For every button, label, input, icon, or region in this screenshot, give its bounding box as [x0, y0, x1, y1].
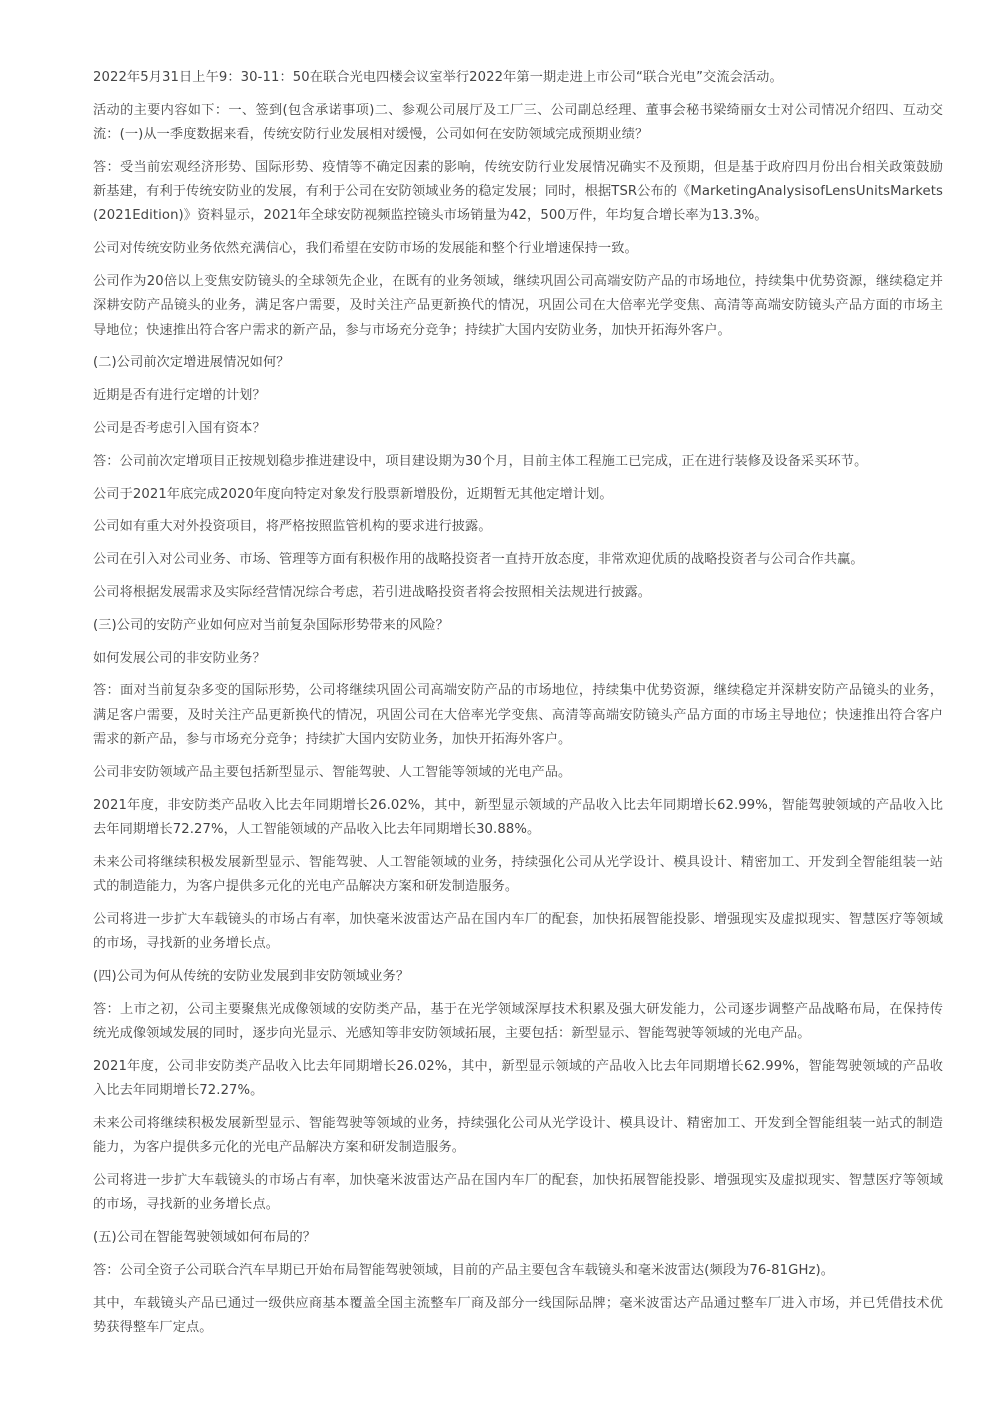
- paragraph: 公司将根据发展需求及实际经营情况综合考虑，若引进战略投资者将会按照相关法规进行披露。: [93, 585, 652, 601]
- document-body: [93, 66, 943, 1349]
- paragraph-answer-3: 答：面对当前复杂多变的国际形势，公司将继续巩固公司高端安防产品的市场地位，持续集中优势资源，继续稳定并深耕安防产品镜头的业务，满足客户需要，及时关注产品更新换代的情况，巩固公司在大倍率光学变焦、高清等高端安防镜头产品方面的市场主导地位；快速推出符合客户需求的新产品，参与市场充分竞争；持续扩大国内安防业务，加快开拓海外客户。: [93, 683, 943, 748]
- paragraph-answer-5: 答：公司全资子公司联合汽车早期已开始布局智能驾驶领域，目前的产品主要包含车载镜头和毫米波雷达(频段为76-81GHz)。: [93, 1262, 835, 1278]
- paragraph: 公司作为20倍以上变焦安防镜头的全球领先企业，在既有的业务领域，继续巩固公司高端安防产品的市场地位，持续集中优势资源，继续稳定并深耕安防产品镜头的业务，满足客户需要，及时关注产品更新换代的情况，巩固公司在大倍率光学变焦、高清等高端安防镜头产品方面的市场主导地位；快速推出符合客户需求的新产品，参与市场充分竞争；持续扩大国内安防业务，加快开拓海外客户。: [93, 274, 943, 338]
- question-heading-5: (五)公司在智能驾驶领域如何布局的？: [93, 1230, 317, 1246]
- paragraph-answer-1: 答：受当前宏观经济形势、国际形势、疫情等不确定因素的影响，传统安防行业发展情况确实不及预期，但是基于政府四月份出台相关政策鼓励新基建，有利于传统安防业的发展，有利于公司在安防领域业务的稳定发展；同时，根据TSR公布的《MarketingAnalysisofLensUnitsMarkets(2021Edition)》资料显示，2021年全球安防视频监控镜头市场销量为42，500万件，年均复合增长率为13.3%。: [93, 159, 943, 224]
- paragraph: 公司将进一步扩大车载镜头的市场占有率，加快毫米波雷达产品在国内车厂的配套，加快拓展智能投影、增强现实及虚拟现实、智慧医疗等领域的市场，寻找新的业务增长点。: [93, 1172, 943, 1213]
- paragraph: 2021年度，公司非安防类产品收入比去年同期增长26.02%，其中，新型显示领域的产品收入比去年同期增长62.99%，智能驾驶领域的产品收入比去年同期增长72.27%。: [93, 1058, 943, 1099]
- paragraph: 公司非安防领域产品主要包括新型显示、智能驾驶、人工智能等领域的光电产品。: [93, 764, 572, 780]
- paragraph-event-intro: 2022年5月31日上午9：30-11：50在联合光电四楼会议室举行2022年第一期走进上市公司“联合光电”交流会活动。: [93, 70, 783, 85]
- paragraph: 公司如有重大对外投资项目，将严格按照监管机构的要求进行披露。: [93, 519, 492, 535]
- paragraph: 公司对传统安防业务依然充满信心，我们希望在安防市场的发展能和整个行业增速保持一致。: [93, 241, 638, 257]
- paragraph: 2021年度，非安防类产品收入比去年同期增长26.02%，其中，新型显示领域的产品收入比去年同期增长62.99%，智能驾驶领域的产品收入比去年同期增长72.27%，人工智能领域的产品收入比去年同期增长30.88%。: [93, 797, 943, 837]
- paragraph: 公司是否考虑引入国有资本？: [93, 421, 266, 437]
- paragraph: 公司于2021年底完成2020年度向特定对象发行股票新增股份，近期暂无其他定增计划。: [93, 486, 613, 502]
- question-heading-2: (二)公司前次定增进展情况如何？: [93, 355, 290, 371]
- paragraph-agenda: 活动的主要内容如下：一、签到(包含承诺事项)二、参观公司展厅及工厂三、公司副总经理、董事会秘书梁绮丽女士对公司情况介绍四、互动交流：(一)从一季度数据来看，传统安防行业发展相对缓慢，公司如何在安防领域完成预期业绩？: [93, 102, 943, 143]
- paragraph: 近期是否有进行定增的计划？: [93, 388, 266, 404]
- paragraph: 如何发展公司的非安防业务？: [93, 650, 266, 666]
- paragraph-answer-2: 答：公司前次定增项目正按规划稳步推进建设中，项目建设期为30个月，目前主体工程施工已完成，正在进行装修及设备采买环节。: [93, 453, 868, 469]
- question-heading-4: (四)公司为何从传统的安防业发展到非安防领域业务？: [93, 968, 410, 984]
- paragraph: 公司在引入对公司业务、市场、管理等方面有积极作用的战略投资者一直持开放态度，非常欢迎优质的战略投资者与公司合作共赢。: [93, 552, 864, 568]
- paragraph: 未来公司将继续积极发展新型显示、智能驾驶、人工智能领域的业务，持续强化公司从光学设计、模具设计、精密加工、开发到全智能组装一站式的制造能力，为客户提供多元化的光电产品解决方案和研发制造服务。: [93, 854, 943, 895]
- paragraph-answer-4: 答：上市之初，公司主要聚焦光成像领域的安防类产品，基于在光学领域深厚技术积累及强大研发能力，公司逐步调整产品战略布局，在保持传统光成像领域发展的同时，逐步向光显示、光感知等非安防领域拓展，主要包括：新型显示、智能驾驶等领域的光电产品。: [93, 1001, 943, 1041]
- question-heading-3: (三)公司的安防产业如何应对当前复杂国际形势带来的风险？: [93, 617, 449, 633]
- paragraph: 其中，车载镜头产品已通过一级供应商基本覆盖全国主流整车厂商及部分一线国际品牌；毫米波雷达产品通过整车厂进入市场，并已凭借技术优势获得整车厂定点。: [93, 1295, 943, 1335]
- paragraph: 未来公司将继续积极发展新型显示、智能驾驶等领域的业务，持续强化公司从光学设计、模具设计、精密加工、开发到全智能组装一站式的制造能力，为客户提供多元化的光电产品解决方案和研发制造服务。: [93, 1115, 943, 1156]
- paragraph: 公司将进一步扩大车载镜头的市场占有率，加快毫米波雷达产品在国内车厂的配套，加快拓展智能投影、增强现实及虚拟现实、智慧医疗等领域的市场，寻找新的业务增长点。: [93, 911, 943, 952]
